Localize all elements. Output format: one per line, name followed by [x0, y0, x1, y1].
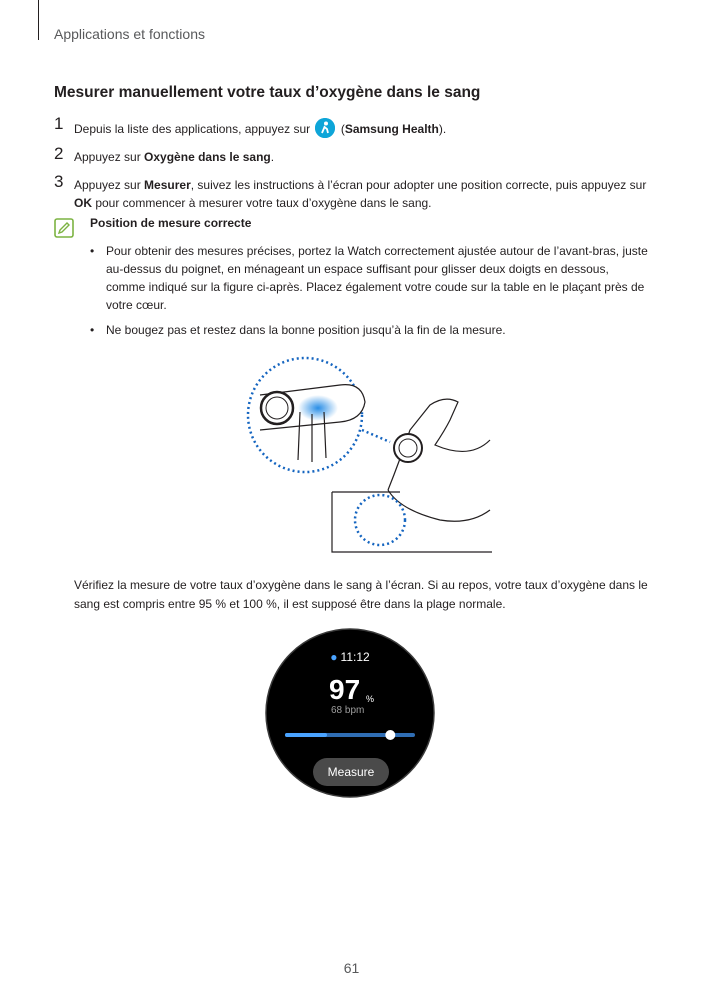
measure-button[interactable]: Measure [313, 758, 389, 786]
watch-screen [265, 628, 435, 798]
watch-time [265, 650, 435, 664]
step-text-paren: ( [340, 122, 345, 136]
step-text [74, 176, 654, 212]
time-text: 11:12 [340, 650, 370, 664]
slider-thumb[interactable] [385, 730, 395, 740]
step-text-pre: Depuis la liste des applications, appuyez sur [74, 122, 311, 136]
step-text-pre: Appuyez sur [74, 178, 145, 192]
bullet-dot: • [90, 323, 95, 337]
step-number: 1 [54, 114, 64, 133]
step-text-post: ). [438, 122, 447, 136]
step-bold-ok: OK [74, 196, 92, 210]
step-text-pre: Appuyez sur [74, 150, 145, 164]
connector-line [362, 430, 390, 442]
section-title: Mesurer manuellement votre taux d’oxygène dans le sang [54, 84, 481, 101]
step-text-mid: , suivez les instructions à l’écran pour adopter une position correcte, puis appuyez sur [190, 178, 647, 192]
wearing-position-illustration [240, 350, 500, 560]
note-icon [54, 218, 74, 238]
spo2-value: 97 [329, 674, 361, 705]
note-title: Position de mesure correcte [90, 216, 252, 230]
step-text [74, 118, 654, 138]
bullet-dot: • [90, 244, 95, 258]
main-watch-face [399, 439, 417, 457]
page-number: 61 [343, 960, 360, 976]
step-number: 3 [54, 172, 64, 191]
step-text-post: pour commencer à mesurer votre taux d’oxygène dans le sang. [92, 196, 432, 210]
drop-icon: ● [330, 650, 338, 664]
forearm-lower [388, 490, 490, 521]
samsung-health-app-icon [315, 118, 335, 138]
zoom-watch-face [266, 397, 288, 419]
app-name: Samsung Health [344, 122, 439, 136]
running-head: Applications et fonctions [54, 26, 205, 42]
step-number: 2 [54, 144, 64, 163]
step-text [74, 148, 654, 166]
margin-rule [38, 0, 39, 40]
slider-track-light [285, 733, 327, 737]
blue-glow [298, 395, 338, 421]
bullet-text: Ne bougez pas et restez dans la bonne position jusqu’à la fin de la mesure. [106, 323, 506, 337]
step-bold: Oxygène dans le sang [144, 150, 271, 164]
step-bold: Mesurer [144, 178, 191, 192]
step-text-post: . [270, 150, 275, 164]
result-paragraph: Vérifiez la mesure de votre taux d’oxygène dans le sang à l’écran. Si au repos, votre taux d’oxygène dans le sang est compris entre 95 % et 100 %, il est supposé être dans la plage normale. [74, 578, 648, 611]
heart-rate: 68 bpm [331, 705, 365, 716]
bullet-text: Pour obtenir des mesures précises, portez la Watch correctement ajustée autour de l’avant-bras, juste au-dessus du poignet, en ménageant un espace suffisant pour glisser deux doigts en dessous, comme indiqué sur la figure ci-après. Placez également votre coude sur la table en le plaçant près de votre cœur. [106, 244, 648, 312]
spo2-unit: % [366, 694, 375, 704]
elbow-circle [355, 495, 405, 545]
